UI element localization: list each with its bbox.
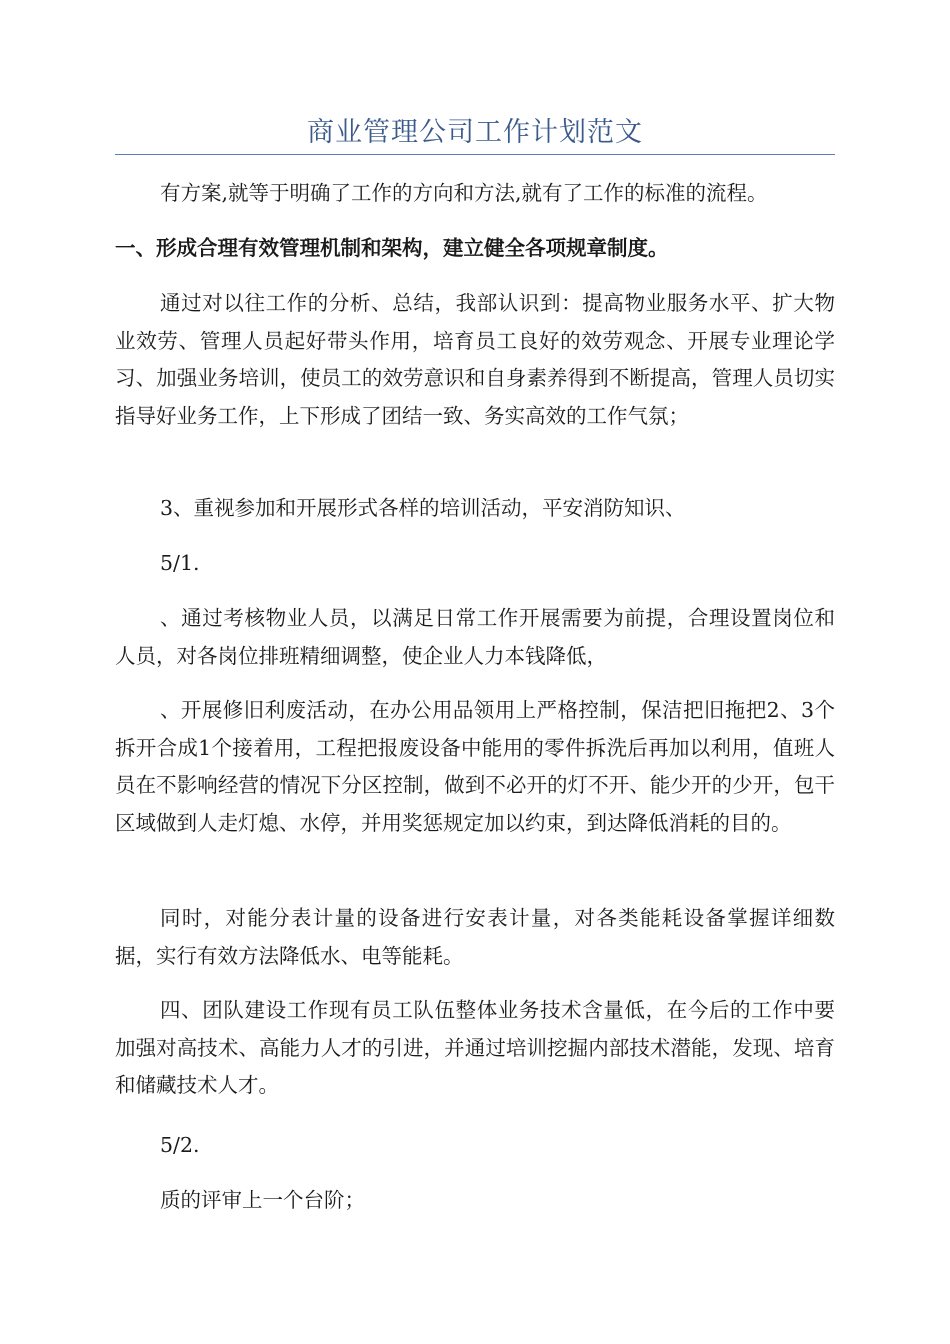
paragraph-analysis: 通过对以往工作的分析、总结，我部认识到：提高物业服务水平、扩大物业效劳、管理人员起好带头作用，培育员工良好的效劳观念、开展专业理论学习、加强业务培训，使员工的效劳意识和自身素养得到不断提高，管理人员切实指导好业务工作，上下形成了团结一致、务实高效的工作气氛；	[115, 291, 835, 428]
paragraph-metering: 同时，对能分表计量的设备进行安表计量，对各类能耗设备掌握详细数据，实行有效方法降低水、电等能耗。	[115, 906, 835, 968]
paragraph-intro: 有方案,就等于明确了工作的方向和方法,就有了工作的标准的流程。	[160, 181, 768, 205]
paragraph-staffing: 、通过考核物业人员，以满足日常工作开展需要为前提，合理设置岗位和人员，对各岗位排班精细调整，使企业人力本钱降低，	[115, 606, 835, 668]
page-marker-1: 5/1.	[160, 551, 200, 575]
document-title: 商业管理公司工作计划范文	[307, 117, 643, 148]
page-marker-2: 5/2.	[160, 1133, 200, 1157]
paragraph-review: 质的评审上一个台阶；	[160, 1188, 365, 1212]
paragraph-team: 四、团队建设工作现有员工队伍整体业务技术含量低，在今后的工作中要加强对高技术、高能力人才的引进，并通过培训挖掘内部技术潜能，发现、培育和储藏技术人才。	[115, 998, 835, 1097]
paragraph-training: 3、重视参加和开展形式各样的培训活动，平安消防知识、	[160, 496, 686, 520]
title-divider	[115, 154, 835, 155]
section-heading-1: 一、形成合理有效管理机制和架构，建立健全各项规章制度。	[115, 236, 669, 260]
paragraph-saving: 、开展修旧利废活动，在办公用品领用上严格控制，保洁把旧拖把2、3个拆开合成1个接着用，工程把报废设备中能用的零件拆洗后再加以利用，值班人员在不影响经营的情况下分区控制，做到不必开的灯不开、能少开的少开，包干区域做到人走灯熄、水停，并用奖惩规定加以约束，到达降低消耗的目的。	[115, 698, 835, 835]
